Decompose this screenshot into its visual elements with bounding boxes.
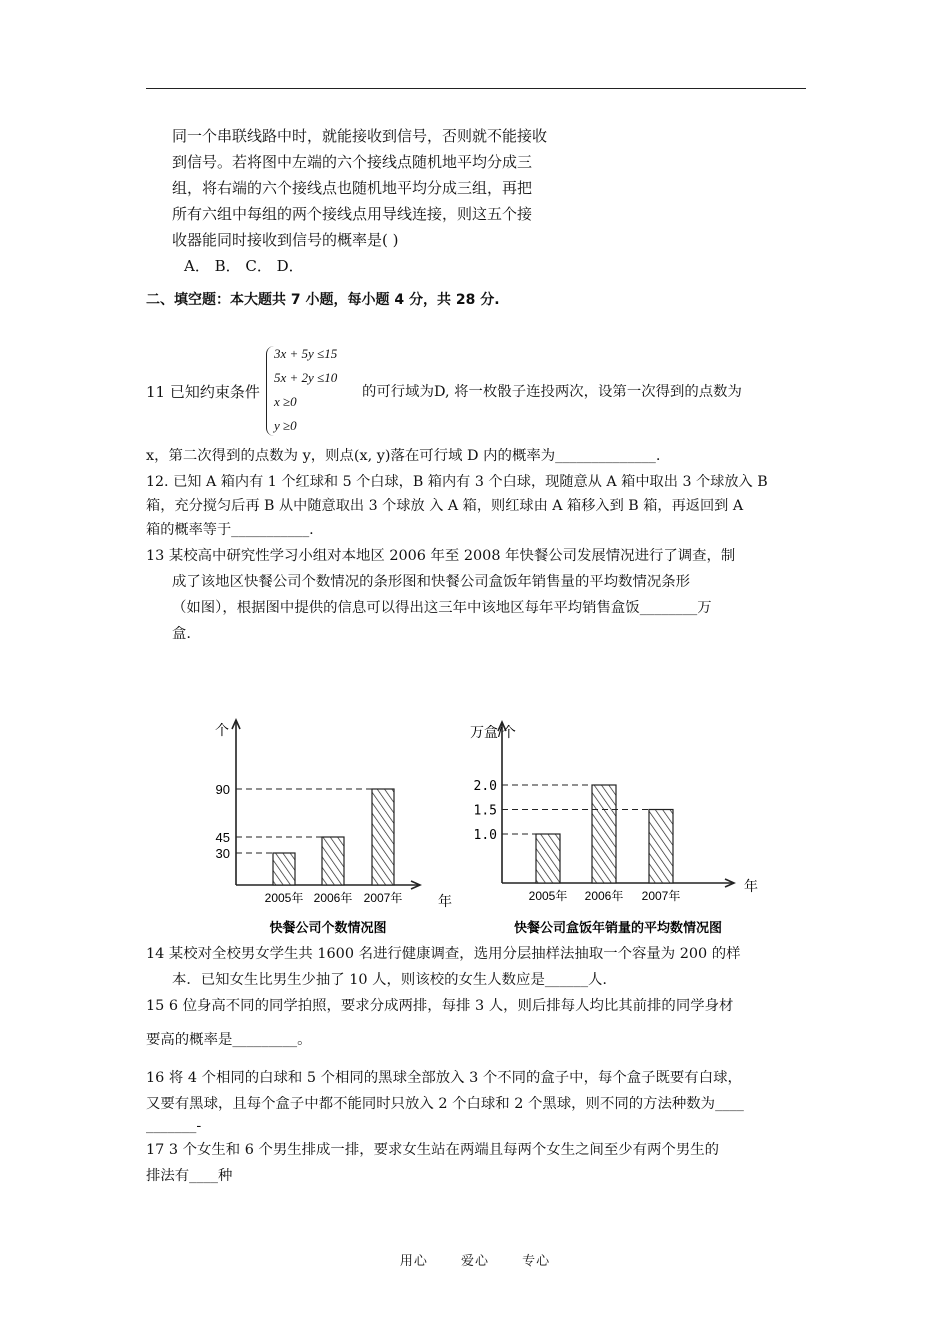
q13-line-3: （如图），根据图中提供的信息可以得出这三年中该地区每年平均销售盒饭________万	[172, 600, 712, 616]
q12-line-2: 箱，充分搅匀后再 B 从中随意取出 3 个球放 入 A 箱，则红球由 A 箱移入到 B 箱，再返回到 A	[146, 498, 744, 514]
bar-2005年	[536, 834, 560, 883]
q12-line-1: 12. 已知 A 箱内有 1 个红球和 5 个白球，B 箱内有 3 个白球，现随意从 A 箱中取出 3 个球放入 B	[146, 474, 768, 490]
q12-line-3: 箱的概率等于___________.	[146, 522, 314, 538]
constraint-system	[262, 344, 362, 440]
bar-2007年	[372, 789, 394, 885]
x-axis-arrow	[411, 881, 420, 889]
boxed-meal-sales-chart	[470, 722, 758, 935]
y-axis-arrow	[498, 722, 506, 731]
y-tick-label: 2.0	[473, 779, 497, 794]
q10-line-3: 组，将右端的六个接线点也随机地平均分成三组，再把	[172, 179, 533, 197]
q11-line-2: x，第二次得到的点数为 y，则点(x, y)落在可行域 D 内的概率为______________.	[146, 448, 661, 464]
x-tick-label: 2007年	[641, 889, 681, 903]
q10-line-2: 到信号。若将图中左端的六个接线点随机地平均分成三	[172, 153, 533, 171]
x-axis-arrow	[725, 879, 734, 887]
q10-line-1: 同一个串联线路中时，就能接收到信号，否则就不能接收	[172, 127, 548, 145]
bar-2005年	[273, 853, 295, 885]
constraint-2: 5x + 2y ≤10	[274, 370, 338, 385]
footer-item-3: 专心	[522, 1254, 551, 1269]
header-rule	[146, 88, 806, 89]
q11-prefix: 11 已知约束条件	[146, 383, 260, 401]
q17-line-1: 17 3 个女生和 6 个男生排成一排，要求女生站在两端且每两个女生之间至少有两个男生的	[146, 1142, 719, 1158]
x-tick-label: 2005年	[264, 891, 304, 905]
q14-line-2: 本．已知女生比男生少抽了 10 人，则该校的女生人数应是______人.	[172, 972, 607, 988]
q14-line-1: 14 某校对全校男女学生共 1600 名进行健康调查，选用分层抽样法抽取一个容量为 200 的样	[146, 946, 741, 962]
chart-title: 快餐公司个数情况图	[269, 920, 387, 935]
y-tick-label: 1.0	[473, 828, 497, 843]
q13-line-2: 成了该地区快餐公司个数情况的条形图和快餐公司盒饭年销售量的平均数情况条形	[172, 574, 691, 590]
footer	[0, 1250, 950, 1269]
q13-line-4: 盒.	[172, 626, 191, 642]
q10-line-4: 所有六组中每组的两个接线点用导线连接，则这五个接	[172, 205, 533, 223]
x-tick-label: 2007年	[363, 891, 403, 905]
y-tick-label: 90	[215, 782, 230, 797]
y-axis-label: 万盒/个	[470, 724, 516, 740]
q16-line-3: _______-	[146, 1118, 202, 1134]
x-axis-label: 年	[744, 878, 758, 894]
x-axis-label: 年	[438, 893, 452, 909]
footer-item-1: 用心	[399, 1254, 428, 1269]
chart-title: 快餐公司盒饭年销量的平均数情况图	[513, 920, 723, 935]
bar-2006年	[322, 837, 344, 885]
company-count-chart	[215, 720, 452, 935]
q10-options: A． B． C． D．	[184, 257, 304, 275]
q15-line-2: 要高的概率是_________。	[146, 1032, 312, 1048]
q11-suffix: 的可行域为D, 将一枚骰子连投两次，设第一次得到的点数为	[362, 384, 742, 400]
section-heading: 二、填空题：本大题共 7 小题，每小题 4 分，共 28 分.	[146, 292, 500, 308]
q15-line-1: 15 6 位身高不同的同学拍照，要求分成两排，每排 3 人，则后排每人均比其前排的同学身材	[146, 998, 734, 1014]
x-tick-label: 2006年	[313, 891, 353, 905]
x-tick-label: 2005年	[528, 889, 568, 903]
constraint-1: 3x + 5y ≤15	[274, 346, 338, 361]
q13-line-1: 13 某校高中研究性学习小组对本地区 2006 年至 2008 年快餐公司发展情况进行了调查，制	[146, 548, 736, 564]
y-tick-label: 1.5	[473, 803, 497, 819]
q16-line-2: 又要有黑球，且每个盒子中都不能同时只放入 2 个白球和 2 个黑球，则不同的方法种数为____	[146, 1096, 744, 1112]
constraint-4: y ≥0	[274, 418, 297, 433]
y-axis-label: 个	[215, 722, 229, 738]
x-tick-label: 2006年	[584, 889, 624, 903]
y-tick-label: 30	[215, 846, 230, 861]
y-tick-label: 45	[215, 830, 230, 845]
q17-line-2: 排法有____种	[146, 1168, 233, 1184]
bar-2006年	[592, 785, 616, 883]
footer-item-2: 爱心	[460, 1254, 489, 1269]
bar-2007年	[649, 810, 673, 884]
q10-line-5: 收器能同时接收到信号的概率是( )	[172, 231, 399, 249]
q16-line-1: 16 将 4 个相同的白球和 5 个相同的黑球全部放入 3 个不同的盒子中，每个盒子既要有白球，	[146, 1070, 742, 1086]
y-axis-arrow	[232, 720, 240, 729]
constraint-3: x ≥0	[274, 394, 297, 409]
